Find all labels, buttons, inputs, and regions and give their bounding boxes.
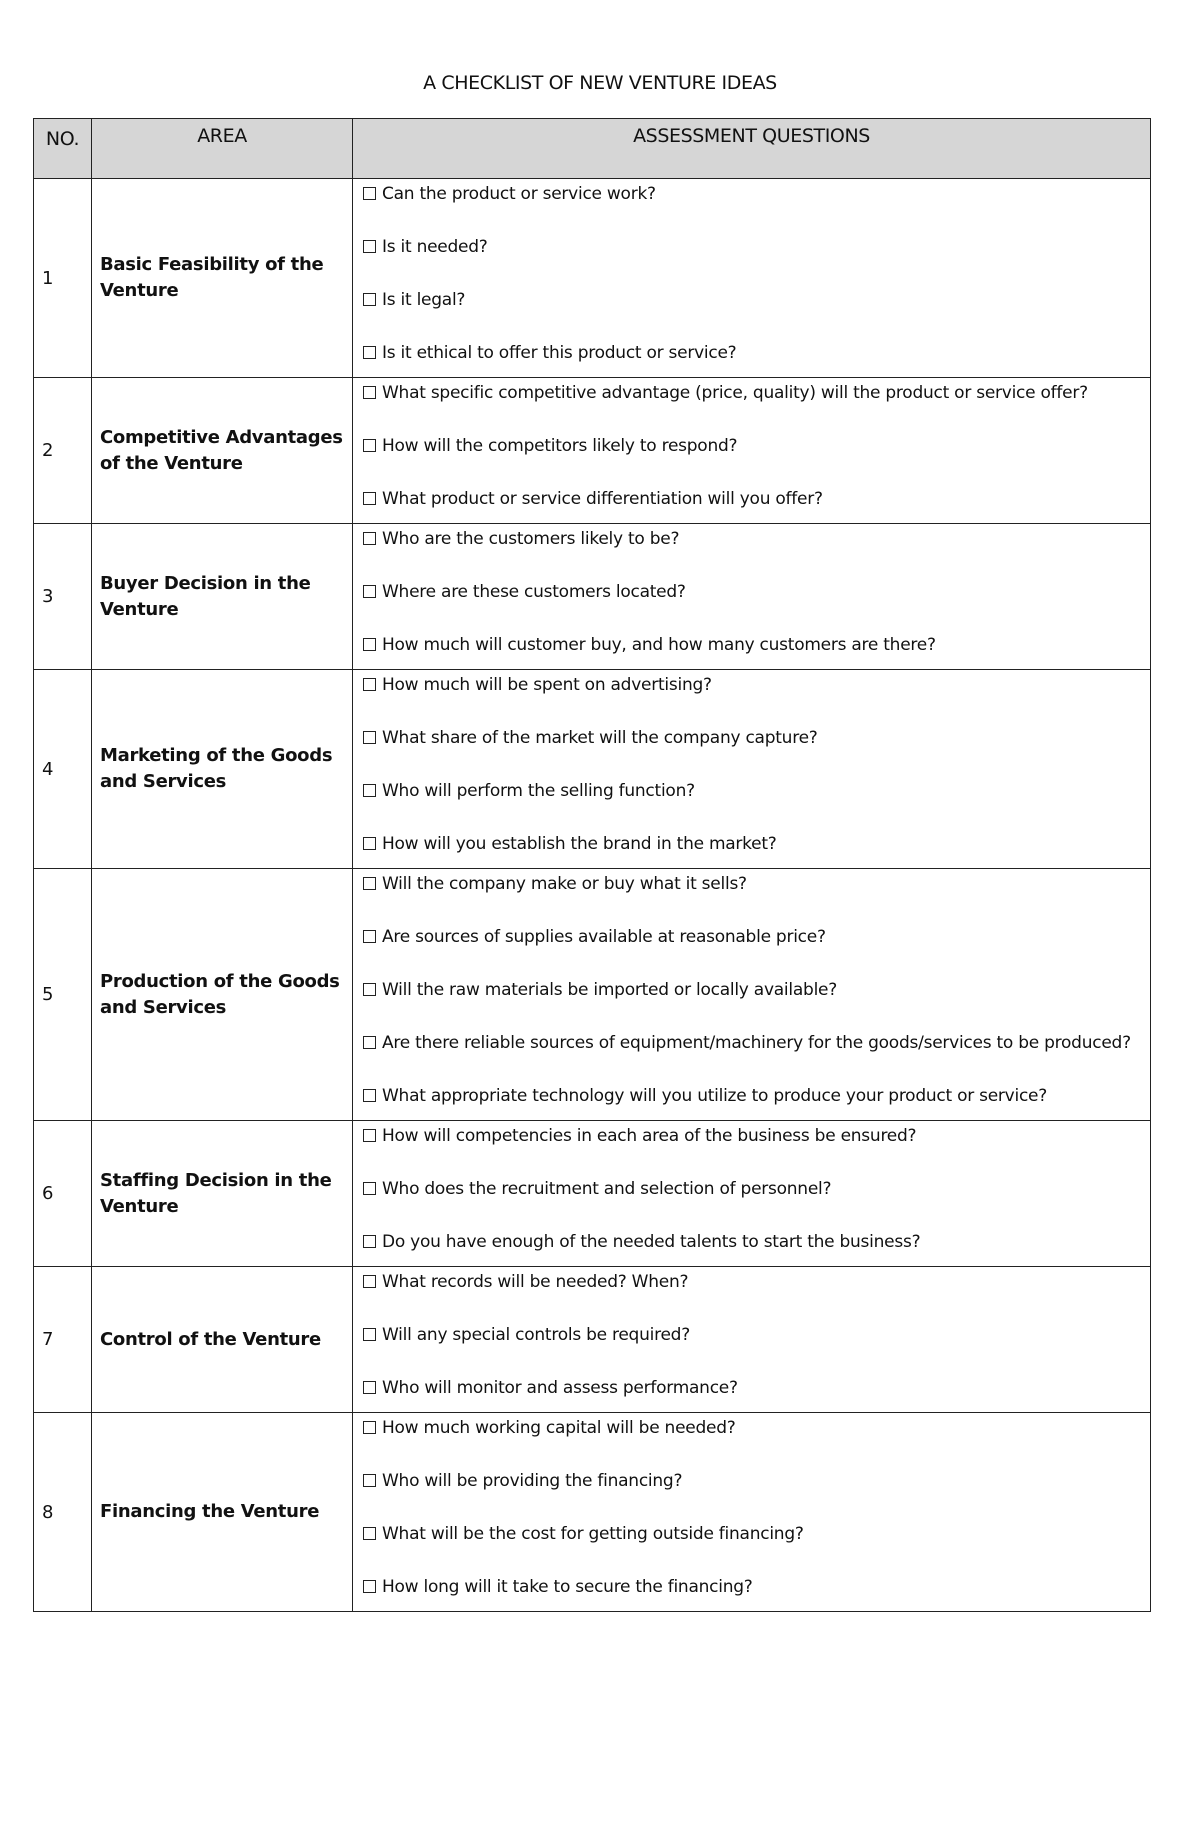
checkbox-icon[interactable]: [363, 386, 376, 399]
row-number: 5: [34, 869, 92, 1121]
checklist-item: [363, 632, 1140, 659]
checklist-item: [363, 1322, 1140, 1349]
row-number: 7: [34, 1267, 92, 1413]
checklist-item: [363, 340, 1140, 367]
question-text: Will the company make or buy what it sells?: [382, 874, 747, 894]
checkbox-icon[interactable]: [363, 532, 376, 545]
checklist-item: [363, 579, 1140, 606]
checklist-item: [363, 287, 1140, 314]
question-text: Are sources of supplies available at reasonable price?: [382, 927, 826, 947]
question-text: Are there reliable sources of equipment/machinery for the goods/services to be produced?: [382, 1033, 1131, 1053]
row-number: 8: [34, 1413, 92, 1612]
question-text: How long will it take to secure the financing?: [382, 1577, 753, 1597]
checkbox-icon[interactable]: [363, 240, 376, 253]
checkbox-icon[interactable]: [363, 1089, 376, 1102]
question-text: How much will customer buy, and how many customers are there?: [382, 635, 936, 655]
question-text: Who are the customers likely to be?: [382, 529, 680, 549]
checklist-item: [363, 725, 1140, 752]
question-text: Who will be providing the financing?: [382, 1471, 683, 1491]
row-area: Production of the Goods and Services: [92, 869, 353, 1121]
question-text: Will any special controls be required?: [382, 1325, 690, 1345]
question-text: Who will perform the selling function?: [382, 781, 695, 801]
question-text: What records will be needed? When?: [382, 1272, 689, 1292]
table-row: [34, 1413, 1151, 1612]
checkbox-icon[interactable]: [363, 1129, 376, 1142]
checklist-item: [363, 234, 1140, 261]
row-number: 6: [34, 1121, 92, 1267]
question-text: How will the competitors likely to respond?: [382, 436, 738, 456]
checkbox-icon[interactable]: [363, 1580, 376, 1593]
table-row: [34, 670, 1151, 869]
header-area: AREA: [92, 119, 353, 179]
row-number: 3: [34, 524, 92, 670]
row-questions: [353, 524, 1151, 670]
checklist-item: [363, 831, 1140, 858]
checkbox-icon[interactable]: [363, 346, 376, 359]
checklist-item: [363, 1521, 1140, 1548]
checklist-item: [363, 1229, 1140, 1256]
checkbox-icon[interactable]: [363, 293, 376, 306]
row-area: Staffing Decision in the Venture: [92, 1121, 353, 1267]
question-text: What product or service differentiation will you offer?: [382, 489, 823, 509]
row-area: Control of the Venture: [92, 1267, 353, 1413]
checklist-item: [363, 1574, 1140, 1601]
checkbox-icon[interactable]: [363, 1036, 376, 1049]
question-text: Is it needed?: [382, 237, 488, 257]
checklist-table: [33, 118, 1151, 1612]
checklist-item: [363, 778, 1140, 805]
checklist-item: [363, 1176, 1140, 1203]
checklist-item: [363, 526, 1140, 553]
row-area: Marketing of the Goods and Services: [92, 670, 353, 869]
row-area: Competitive Advantages of the Venture: [92, 378, 353, 524]
question-text: Will the raw materials be imported or locally available?: [382, 980, 838, 1000]
table-row: [34, 179, 1151, 378]
checklist-item: [363, 1083, 1140, 1110]
checklist-item: [363, 1123, 1140, 1150]
checkbox-icon[interactable]: [363, 983, 376, 996]
question-text: Who will monitor and assess performance?: [382, 1378, 738, 1398]
page-title: A CHECKLIST OF NEW VENTURE IDEAS: [423, 72, 777, 94]
row-area: Basic Feasibility of the Venture: [92, 179, 353, 378]
row-questions: [353, 869, 1151, 1121]
row-number: 2: [34, 378, 92, 524]
checkbox-icon[interactable]: [363, 638, 376, 651]
checkbox-icon[interactable]: [363, 492, 376, 505]
checklist-item: [363, 1375, 1140, 1402]
table-row: [34, 1121, 1151, 1267]
checklist-item: [363, 871, 1140, 898]
checkbox-icon[interactable]: [363, 678, 376, 691]
question-text: How will you establish the brand in the market?: [382, 834, 777, 854]
checkbox-icon[interactable]: [363, 1235, 376, 1248]
question-text: How much will be spent on advertising?: [382, 675, 712, 695]
question-text: Where are these customers located?: [382, 582, 686, 602]
checkbox-icon[interactable]: [363, 1421, 376, 1434]
checklist-item: [363, 486, 1140, 513]
checkbox-icon[interactable]: [363, 585, 376, 598]
question-text: Who does the recruitment and selection of personnel?: [382, 1179, 832, 1199]
checkbox-icon[interactable]: [363, 1474, 376, 1487]
checklist-item: [363, 1030, 1140, 1057]
checkbox-icon[interactable]: [363, 1527, 376, 1540]
row-area: Buyer Decision in the Venture: [92, 524, 353, 670]
question-text: Is it legal?: [382, 290, 466, 310]
checkbox-icon[interactable]: [363, 1328, 376, 1341]
table-row: [34, 524, 1151, 670]
row-number: 4: [34, 670, 92, 869]
question-text: What will be the cost for getting outside financing?: [382, 1524, 804, 1544]
checkbox-icon[interactable]: [363, 731, 376, 744]
row-questions: [353, 378, 1151, 524]
checklist-item: [363, 977, 1140, 1004]
question-text: How much working capital will be needed?: [382, 1418, 736, 1438]
question-text: What appropriate technology will you utilize to produce your product or service?: [382, 1086, 1048, 1106]
checklist-item: [363, 672, 1140, 699]
header-questions: ASSESSMENT QUESTIONS: [353, 119, 1151, 179]
checklist-item: [363, 924, 1140, 951]
checklist-item: [363, 181, 1140, 208]
question-text: What specific competitive advantage (price, quality) will the product or service offer?: [382, 383, 1088, 403]
checkbox-icon[interactable]: [363, 1381, 376, 1394]
checkbox-icon[interactable]: [363, 877, 376, 890]
checkbox-icon[interactable]: [363, 930, 376, 943]
row-questions: [353, 1267, 1151, 1413]
checklist-item: [363, 1415, 1140, 1442]
question-text: How will competencies in each area of the business be ensured?: [382, 1126, 917, 1146]
checkbox-icon[interactable]: [363, 837, 376, 850]
checkbox-icon[interactable]: [363, 1182, 376, 1195]
row-questions: [353, 1413, 1151, 1612]
table-row: [34, 869, 1151, 1121]
row-area: Financing the Venture: [92, 1413, 353, 1612]
checklist-item: [363, 433, 1140, 460]
table-row: [34, 1267, 1151, 1413]
checkbox-icon[interactable]: [363, 784, 376, 797]
checkbox-icon[interactable]: [363, 439, 376, 452]
row-number: 1: [34, 179, 92, 378]
question-text: Do you have enough of the needed talents to start the business?: [382, 1232, 921, 1252]
table-header-row: [34, 119, 1151, 179]
checklist-item: [363, 1269, 1140, 1296]
row-questions: [353, 1121, 1151, 1267]
checkbox-icon[interactable]: [363, 1275, 376, 1288]
table-body: [34, 179, 1151, 1612]
table-row: [34, 378, 1151, 524]
question-text: Is it ethical to offer this product or service?: [382, 343, 737, 363]
checkbox-icon[interactable]: [363, 187, 376, 200]
checklist-item: [363, 380, 1140, 407]
row-questions: [353, 670, 1151, 869]
row-questions: [353, 179, 1151, 378]
question-text: What share of the market will the company capture?: [382, 728, 818, 748]
header-no: NO.: [34, 119, 92, 179]
checklist-item: [363, 1468, 1140, 1495]
question-text: Can the product or service work?: [382, 184, 656, 204]
